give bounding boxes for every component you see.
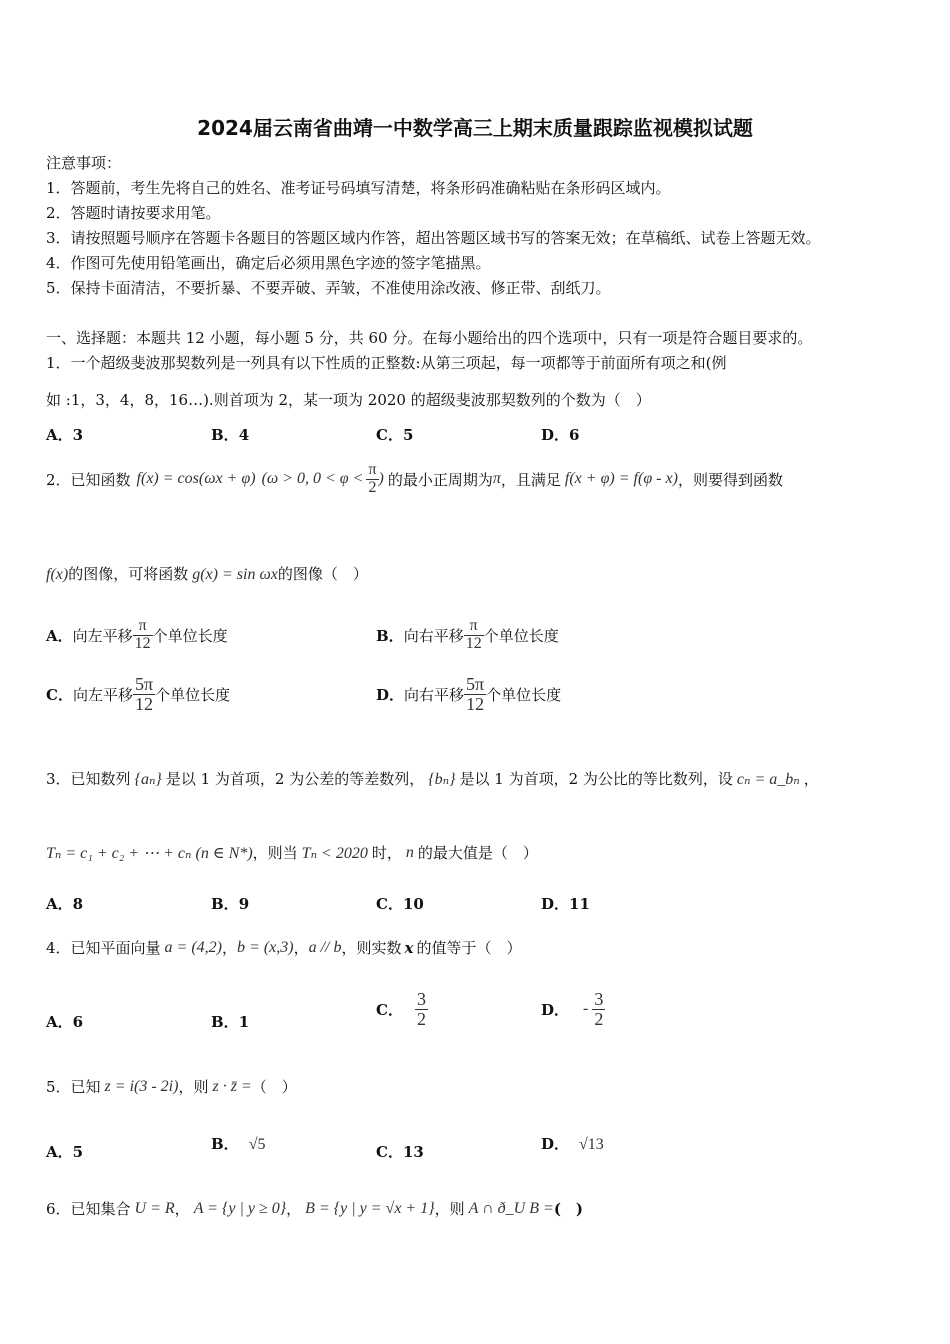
q2-option-c[interactable]: C． 向左平移 $\frac{5\pi}{12}$ 个单位长度 [46, 674, 231, 714]
q5-option-a[interactable]: A．5 [46, 1143, 84, 1161]
q2-option-d[interactable]: D． 向右平移 $\frac{5\pi}{12}$ 个单位长度 [376, 674, 562, 714]
page-title: 2024届云南省曲靖一中数学高三上期末质量跟踪监视模拟试题 [197, 116, 753, 140]
q5-stem: 5．已知 z = i(3 - 2i) ，则 z · z̄ = （ ） [46, 1077, 297, 1096]
q1-option-c[interactable]: C．5 [376, 426, 414, 444]
q3-option-c[interactable]: C．10 [376, 895, 424, 913]
q3-option-d[interactable]: D．11 [541, 895, 590, 913]
q1-option-d[interactable]: D．6 [541, 426, 580, 444]
q3-option-a[interactable]: A．8 [46, 895, 84, 913]
q3-option-b[interactable]: B．9 [211, 895, 250, 913]
note-item: 3．请按照题号顺序在答题卡各题目的答题区域内作答，超出答题区域书写的答案无效；在草稿纸、试卷上答题无效。 [46, 229, 821, 247]
q1-option-b[interactable]: B．4 [211, 426, 250, 444]
note-item: 4．作图可先使用铅笔画出，确定后必须用黑色字迹的签字笔描黑。 [46, 254, 491, 272]
q4-stem: 4．已知平面向量 a = (4,2) ， b = (x,3) ， a // b ，则实数 x 的值等于（ ） [46, 938, 522, 957]
note-item: 5．保持卡面清洁，不要折暴、不要弄破、弄皱，不准使用涂改液、修正带、刮纸刀。 [46, 279, 611, 297]
q6-stem: 6．已知集合 U = R ， A = {y | y ≥ 0} ， B = {y | y = √x + 1} ，则 A ∩ ð_U B = ( ) [46, 1199, 584, 1218]
q4-option-d[interactable]: D． - $\frac{3}{2}$ [541, 989, 604, 1029]
q2-option-a[interactable]: A． 向左平移 $\frac{\pi}{12}$ 个单位长度 [46, 617, 228, 652]
q4-option-c[interactable]: C． $\frac{3}{2}$ [376, 989, 426, 1029]
q2-option-b[interactable]: B． 向右平移 $\frac{\pi}{12}$ 个单位长度 [376, 617, 559, 652]
q1-option-a[interactable]: A．3 [46, 426, 84, 444]
q3-stem-line1: 3．已知数列 {aₙ} 是以 1 为首项，2 为公差的等差数列， {bₙ} 是以 1 为首项，2 为公比的等比数列，设 cₙ = a_bₙ ， [46, 770, 819, 788]
q1-text-line2: 如 :1，3，4，8，16…).则首项为 2，某一项为 2020 的超级斐波那契数列的个数为（ ） [46, 391, 651, 409]
notes-heading: 注意事项： [46, 154, 122, 172]
q4-option-b[interactable]: B．1 [211, 1013, 250, 1031]
note-item: 2．答题时请按要求用笔。 [46, 204, 221, 222]
q5-option-c[interactable]: C．13 [376, 1143, 424, 1161]
q1-text-line1: 1．一个超级斐波那契数列是一列具有以下性质的正整数:从第三项起，每一项都等于前面所有项之和(例 [46, 354, 727, 372]
q3-stem-line2: Tₙ = c₁ + c₂ + ⋯ + cₙ (n ∈ N*) ，则当 Tₙ < 2020 时， n 的最大值是（ ） [46, 843, 538, 862]
q5-option-d[interactable]: D． √13 [541, 1135, 604, 1153]
q2-stem-line2: f(x)的图像，可将函数 g(x) = sin ωx的图像（ ） [46, 565, 368, 583]
q5-option-b[interactable]: B． √5 [211, 1135, 266, 1153]
section-heading: 一、选择题：本题共 12 小题，每小题 5 分，共 60 分。在每小题给出的四个选项中，只有一项是符合题目要求的。 [46, 329, 813, 347]
note-item: 1．答题前，考生先将自己的姓名、准考证号码填写清楚，将条形码准确粘贴在条形码区域内。 [46, 179, 671, 197]
q2-stem-line1: 2．已知函数 f(x) = cos(ωx + φ) ( ω > 0, 0 < φ < $\frac{\pi}{2}$ ) 的最小正周期为 π ，且满足 f(x + φ) = f(φ - x) ，则要得到函数 [46, 461, 783, 496]
q4-option-a[interactable]: A．6 [46, 1013, 84, 1031]
